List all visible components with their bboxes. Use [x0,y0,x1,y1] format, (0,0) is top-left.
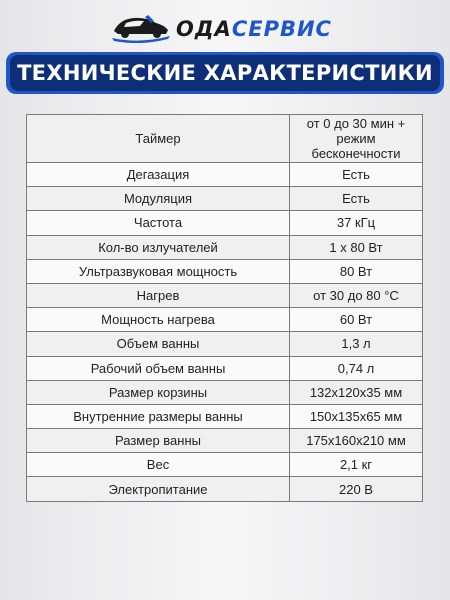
spec-value: 150х135х65 мм [290,404,423,428]
spec-name: Мощность нагрева [27,308,290,332]
table-row [27,380,423,404]
spec-value: Есть [290,163,423,187]
spec-name: Размер корзины [27,380,290,404]
spec-name: Объем ванны [27,332,290,356]
spec-value: 1,3 л [290,332,423,356]
table-row [27,356,423,380]
logo-part-oda: ОДА [176,17,232,41]
spec-name: Вес [27,453,290,477]
spec-name: Кол-во излучателей [27,235,290,259]
table-row [27,283,423,307]
table-row [27,211,423,235]
title-banner [6,52,444,94]
spec-name: Нагрев [27,283,290,307]
spec-name: Дегазация [27,163,290,187]
spec-value: 2,1 кг [290,453,423,477]
table-row [27,115,423,163]
car-wrench-icon [110,11,172,48]
spec-name: Ультразвуковая мощность [27,259,290,283]
spec-name: Рабочий объем ванны [27,356,290,380]
spec-name: Таймер [27,115,290,163]
table-row [27,429,423,453]
spec-value: 175х160х210 мм [290,429,423,453]
table-row [27,332,423,356]
spec-value: 1 х 80 Вт [290,235,423,259]
spec-value: от 30 до 80 °С [290,283,423,307]
spec-value: Есть [290,187,423,211]
specs-table [26,114,423,502]
spec-value: 37 кГц [290,211,423,235]
spec-value: 60 Вт [290,308,423,332]
table-row [27,308,423,332]
spec-value: 132х120х35 мм [290,380,423,404]
spec-name: Частота [27,211,290,235]
logo-part-service: СЕРВИС [231,17,332,41]
table-row [27,163,423,187]
table-row [27,235,423,259]
logo-wordmark [176,17,332,41]
spec-name: Электропитание [27,477,290,501]
spec-value: 0,74 л [290,356,423,380]
table-row [27,477,423,501]
table-row [27,187,423,211]
table-row [27,453,423,477]
table-row [27,404,423,428]
spec-name: Размер ванны [27,429,290,453]
table-row [27,259,423,283]
spec-value: 220 В [290,477,423,501]
spec-value: 80 Вт [290,259,423,283]
spec-value: от 0 до 30 мин + режим бесконечности [290,115,423,163]
spec-name: Модуляция [27,187,290,211]
brand-logo [110,12,350,46]
spec-name: Внутренние размеры ванны [27,404,290,428]
page-title: ТЕХНИЧЕСКИЕ ХАРАКТЕРИСТИКИ [17,61,433,85]
